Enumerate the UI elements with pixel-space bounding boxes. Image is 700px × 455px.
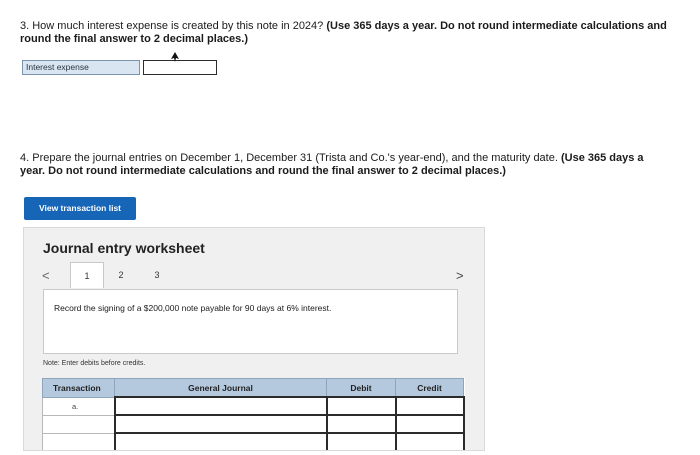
tab-1[interactable]: 1 <box>70 262 104 288</box>
view-transaction-list-button[interactable]: View transaction list <box>24 197 136 220</box>
column-header-debit: Debit <box>327 379 396 398</box>
table-row <box>43 433 464 451</box>
credit-input[interactable] <box>396 415 464 433</box>
column-header-credit: Credit <box>396 379 464 398</box>
question-3-instructions: (Use 365 days a year. Do not round intermediate calculations and round the final answer to 2 decimal places.) <box>20 20 667 45</box>
journal-table <box>42 378 465 451</box>
account-input[interactable] <box>115 415 327 433</box>
credit-input[interactable] <box>396 433 464 451</box>
table-row <box>43 397 464 415</box>
interest-expense-label: Interest expense <box>22 60 140 75</box>
question-4-text <box>20 152 670 178</box>
transaction-cell <box>43 433 115 451</box>
journal-entry-worksheet <box>23 227 485 451</box>
debit-input[interactable] <box>327 433 396 451</box>
mouse-cursor-icon <box>171 52 179 62</box>
column-header-general-journal: General Journal <box>115 379 327 398</box>
question-4-prefix: 4. Prepare the journal entries on December 1, December 31 (Trista and Co.'s year-end), and the maturity date. <box>20 152 561 164</box>
credit-input[interactable] <box>396 397 464 415</box>
account-input[interactable] <box>115 433 327 451</box>
question-3-prefix: 3. How much interest expense is created by this note in 2024? <box>20 20 327 32</box>
journal-table-header <box>43 379 464 398</box>
entry-note: Note: Enter debits before credits. <box>43 360 146 367</box>
transaction-cell: a. <box>43 397 115 415</box>
previous-arrow-icon[interactable]: < <box>42 268 50 283</box>
next-arrow-icon[interactable]: > <box>456 268 464 283</box>
worksheet-title: Journal entry worksheet <box>43 240 205 256</box>
question-3-text <box>20 20 670 46</box>
debit-input[interactable] <box>327 415 396 433</box>
account-input[interactable] <box>115 397 327 415</box>
tab-3[interactable]: 3 <box>154 270 160 280</box>
tab-2[interactable]: 2 <box>118 270 124 280</box>
question-4-instructions: (Use 365 days a year. Do not round intermediate calculations and round the final answer to 2 decimal places.) <box>20 152 644 177</box>
table-row <box>43 415 464 433</box>
column-header-transaction: Transaction <box>43 379 115 398</box>
transaction-description: Record the signing of a $200,000 note payable for 90 days at 6% interest. <box>43 289 458 354</box>
debit-input[interactable] <box>327 397 396 415</box>
transaction-cell <box>43 415 115 433</box>
interest-expense-input[interactable] <box>143 60 217 75</box>
